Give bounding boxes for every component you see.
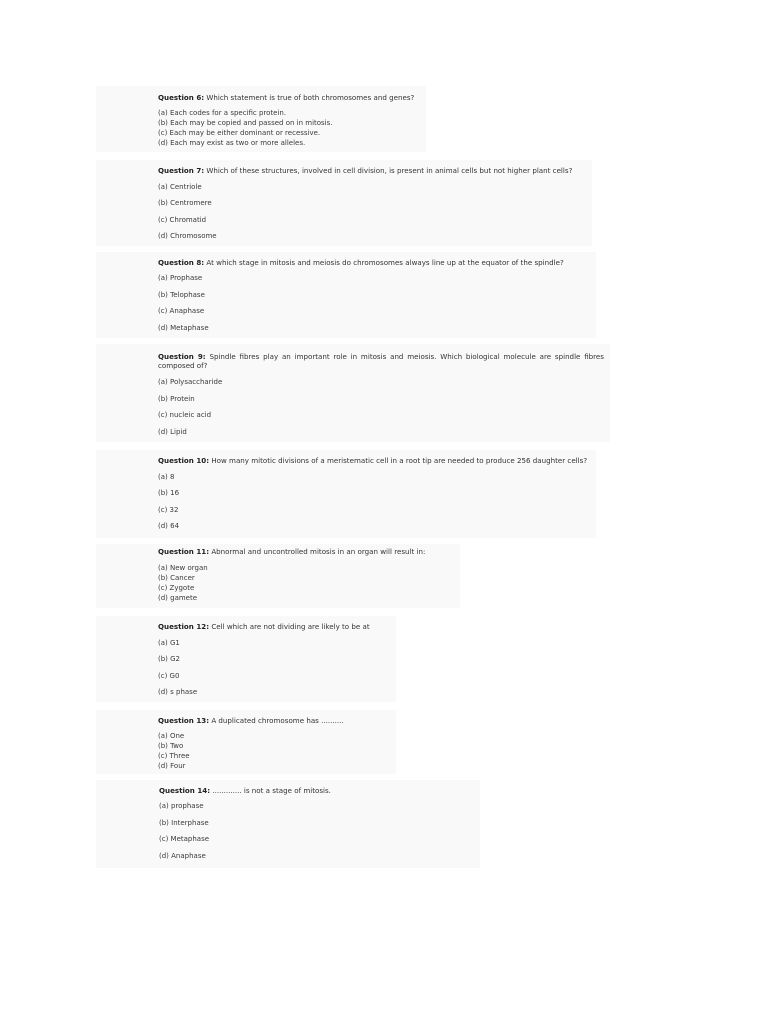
question-7-option-c[interactable]: (c) Chromatid [158, 216, 207, 224]
question-10-option-b[interactable]: (b) 16 [158, 489, 180, 497]
question-14-label: Question 14: [159, 786, 211, 795]
question-10-label: Question 10: [158, 456, 210, 465]
question-14-option-b[interactable]: (b) Interphase [159, 819, 209, 827]
question-7-option-b[interactable]: (b) Centromere [158, 199, 212, 207]
question-6-text: Which statement is true of both chromosomes and genes? [206, 93, 415, 102]
question-8-option-a[interactable]: (a) Prophase [158, 274, 203, 282]
question-10-option-a[interactable]: (a) 8 [158, 473, 175, 481]
question-12-option-b[interactable]: (b) G2 [158, 655, 181, 663]
question-7-prompt [158, 166, 572, 175]
question-9-text: Spindle fibres play an important role in mitosis and meiosis. Which biological molecule are spindle fibres composed of? [158, 352, 604, 370]
question-10-option-c[interactable]: (c) 32 [158, 506, 179, 514]
question-14-option-d[interactable]: (d) Anaphase [159, 852, 206, 860]
question-6-label: Question 6: [158, 93, 205, 102]
question-7-option-d[interactable]: (d) Chromosome [158, 232, 217, 240]
question-9-label: Question 9: [158, 352, 206, 361]
question-9-option-b[interactable]: (b) Protein [158, 395, 195, 403]
question-7-text: Which of these structures, involved in cell division, is present in animal cells but not higher plant cells? [206, 166, 573, 175]
question-9-prompt [158, 352, 604, 370]
question-11-option-d[interactable]: (d) gamete [158, 594, 198, 602]
question-12-option-d[interactable]: (d) s phase [158, 688, 198, 696]
question-11-label: Question 11: [158, 547, 210, 556]
question-13-label: Question 13: [158, 716, 210, 725]
question-11-option-a[interactable]: (a) New organ [158, 564, 208, 572]
question-8-label: Question 8: [158, 258, 205, 267]
question-12-option-a[interactable]: (a) G1 [158, 639, 180, 647]
question-8-prompt [158, 258, 564, 267]
question-14-text: ............. is not a stage of mitosis. [212, 786, 331, 795]
question-8-text: At which stage in mitosis and meiosis do chromosomes always line up at the equator of the spindle? [206, 258, 564, 267]
question-13-option-d[interactable]: (d) Four [158, 762, 186, 770]
question-14-option-a[interactable]: (a) prophase [159, 802, 204, 810]
question-13-prompt [158, 716, 344, 725]
question-8-option-c[interactable]: (c) Anaphase [158, 307, 205, 315]
question-9-option-a[interactable]: (a) Polysaccharide [158, 378, 223, 386]
question-11-option-b[interactable]: (b) Cancer [158, 574, 195, 582]
question-14-option-c[interactable]: (c) Metaphase [159, 835, 210, 843]
question-11-prompt [158, 547, 425, 556]
question-9-option-c[interactable]: (c) nucleic acid [158, 411, 212, 419]
question-12-option-c[interactable]: (c) G0 [158, 672, 180, 680]
question-13-option-a[interactable]: (a) One [158, 732, 185, 740]
question-8-option-b[interactable]: (b) Telophase [158, 291, 205, 299]
question-7-option-a[interactable]: (a) Centriole [158, 183, 202, 191]
question-8-option-d[interactable]: (d) Metaphase [158, 324, 209, 332]
question-10-text: How many mitotic divisions of a meristematic cell in a root tip are needed to produce 256 daughter cells? [211, 456, 588, 465]
question-6-option-c[interactable]: (c) Each may be either dominant or recessive. [158, 129, 321, 137]
question-10-option-d[interactable]: (d) 64 [158, 522, 180, 530]
question-6-option-a[interactable]: (a) Each codes for a specific protein. [158, 109, 287, 117]
question-14-prompt [159, 786, 331, 795]
question-12-prompt [158, 622, 370, 631]
question-12-label: Question 12: [158, 622, 210, 631]
question-12-text: Cell which are not dividing are likely to be at [211, 622, 370, 631]
question-11-option-c[interactable]: (c) Zygote [158, 584, 195, 592]
question-9-option-d[interactable]: (d) Lipid [158, 428, 187, 436]
question-6-option-b[interactable]: (b) Each may be copied and passed on in mitosis. [158, 119, 333, 127]
question-13-option-c[interactable]: (c) Three [158, 752, 190, 760]
question-7-label: Question 7: [158, 166, 205, 175]
question-13-option-b[interactable]: (b) Two [158, 742, 184, 750]
question-6-option-d[interactable]: (d) Each may exist as two or more alleles. [158, 139, 306, 147]
question-10-prompt [158, 456, 587, 465]
question-6-prompt [158, 93, 414, 102]
question-11-text: Abnormal and uncontrolled mitosis in an organ will result in: [211, 547, 426, 556]
question-13-text: A duplicated chromosome has .......... [211, 716, 344, 725]
